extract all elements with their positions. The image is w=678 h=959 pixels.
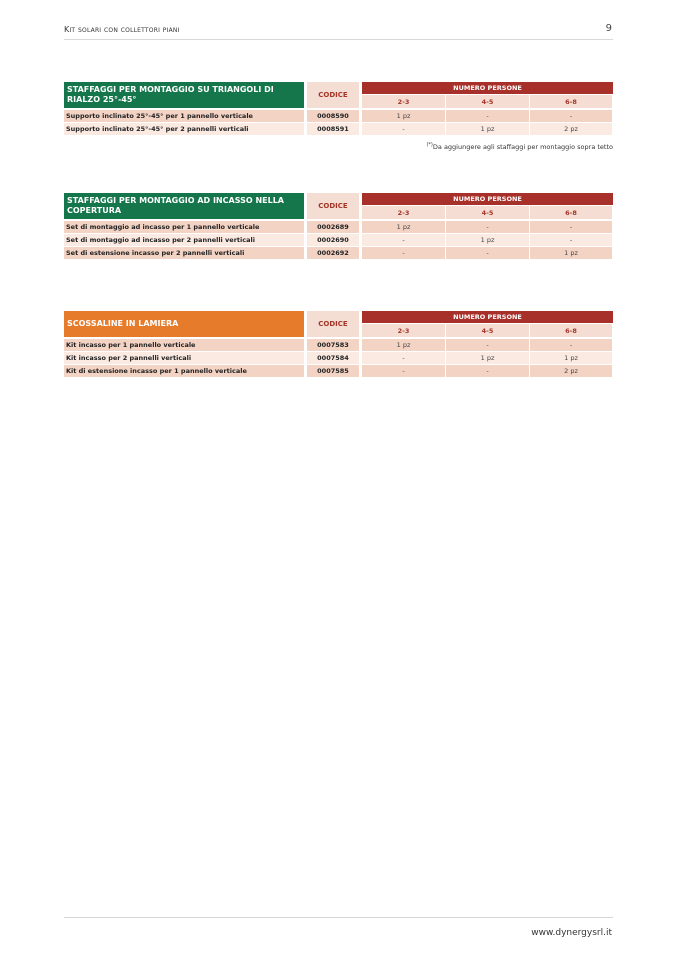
page-number: 9 bbox=[605, 23, 612, 34]
running-header-title: Kit solari con collettori piani bbox=[64, 25, 180, 34]
table-row bbox=[64, 221, 613, 234]
row-value: - bbox=[362, 247, 446, 260]
footnote-mark: (*) bbox=[426, 142, 433, 148]
row-value: 1 pz bbox=[362, 221, 446, 234]
column-header: 6-8 bbox=[530, 323, 613, 339]
row-description: Set di estensione incasso per 2 pannelli verticali bbox=[64, 247, 304, 260]
row-value: - bbox=[530, 339, 613, 352]
row-value: - bbox=[362, 123, 446, 136]
table-triangoli-rialzo bbox=[64, 82, 613, 136]
column-header: 2-3 bbox=[362, 94, 446, 110]
row-value: 1 pz bbox=[446, 352, 530, 365]
row-value: - bbox=[446, 221, 530, 234]
table-title: SCOSSALINE IN LAMIERA bbox=[64, 311, 304, 339]
row-value: - bbox=[446, 365, 530, 378]
row-code: 0007584 bbox=[304, 352, 362, 365]
row-value: 2 pz bbox=[530, 123, 613, 136]
table-row bbox=[64, 247, 613, 260]
table-scossaline bbox=[64, 311, 613, 378]
table-row bbox=[64, 110, 613, 123]
header-divider bbox=[64, 39, 613, 40]
table-row bbox=[64, 339, 613, 352]
numero-persone-header: NUMERO PERSONE bbox=[362, 193, 613, 205]
numero-persone-header: NUMERO PERSONE bbox=[362, 82, 613, 94]
row-description: Set di montaggio ad incasso per 1 pannello verticale bbox=[64, 221, 304, 234]
footnote-text: Da aggiungere agli staffaggi per montaggio sopra tetto bbox=[432, 143, 613, 152]
row-code: 0007583 bbox=[304, 339, 362, 352]
row-value: - bbox=[446, 110, 530, 123]
codice-header: CODICE bbox=[304, 193, 362, 221]
column-header: 2-3 bbox=[362, 323, 446, 339]
row-description: Kit incasso per 1 pannello verticale bbox=[64, 339, 304, 352]
row-value: - bbox=[530, 110, 613, 123]
row-code: 0002690 bbox=[304, 234, 362, 247]
footnote bbox=[426, 142, 613, 151]
table-row bbox=[64, 352, 613, 365]
row-description: Supporto inclinato 25°-45° per 2 pannelli verticali bbox=[64, 123, 304, 136]
column-header: 4-5 bbox=[446, 205, 530, 221]
row-code: 0002692 bbox=[304, 247, 362, 260]
row-code: 0008591 bbox=[304, 123, 362, 136]
column-header: 6-8 bbox=[530, 205, 613, 221]
row-value: - bbox=[362, 234, 446, 247]
row-value: 1 pz bbox=[530, 247, 613, 260]
row-code: 0007585 bbox=[304, 365, 362, 378]
row-code: 0008590 bbox=[304, 110, 362, 123]
column-header: 4-5 bbox=[446, 323, 530, 339]
table-title: STAFFAGGI PER MONTAGGIO AD INCASSO NELLA COPERTURA bbox=[64, 193, 304, 221]
table-row bbox=[64, 123, 613, 136]
row-description: Kit incasso per 2 pannelli verticali bbox=[64, 352, 304, 365]
row-description: Set di montaggio ad incasso per 2 pannelli verticali bbox=[64, 234, 304, 247]
numero-persone-header: NUMERO PERSONE bbox=[362, 311, 613, 323]
row-value: - bbox=[530, 234, 613, 247]
table-title: STAFFAGGI PER MONTAGGIO SU TRIANGOLI DI RIALZO 25°-45° bbox=[64, 82, 304, 110]
table-row bbox=[64, 234, 613, 247]
row-value: 1 pz bbox=[362, 110, 446, 123]
row-value: 1 pz bbox=[446, 123, 530, 136]
row-code: 0002689 bbox=[304, 221, 362, 234]
table-row bbox=[64, 365, 613, 378]
codice-header: CODICE bbox=[304, 82, 362, 110]
row-value: 1 pz bbox=[362, 339, 446, 352]
row-value: - bbox=[530, 221, 613, 234]
row-value: 1 pz bbox=[446, 234, 530, 247]
row-value: - bbox=[362, 352, 446, 365]
column-header: 4-5 bbox=[446, 94, 530, 110]
column-header: 2-3 bbox=[362, 205, 446, 221]
table-incasso-copertura bbox=[64, 193, 613, 260]
row-value: 1 pz bbox=[530, 352, 613, 365]
column-header: 6-8 bbox=[530, 94, 613, 110]
row-description: Kit di estensione incasso per 1 pannello verticale bbox=[64, 365, 304, 378]
row-value: - bbox=[362, 365, 446, 378]
codice-header: CODICE bbox=[304, 311, 362, 339]
row-value: - bbox=[446, 339, 530, 352]
row-value: 2 pz bbox=[530, 365, 613, 378]
website-url: www.dynergysrl.it bbox=[531, 928, 612, 938]
row-description: Supporto inclinato 25°-45° per 1 pannello verticale bbox=[64, 110, 304, 123]
footer-divider bbox=[64, 917, 613, 918]
row-value: - bbox=[446, 247, 530, 260]
